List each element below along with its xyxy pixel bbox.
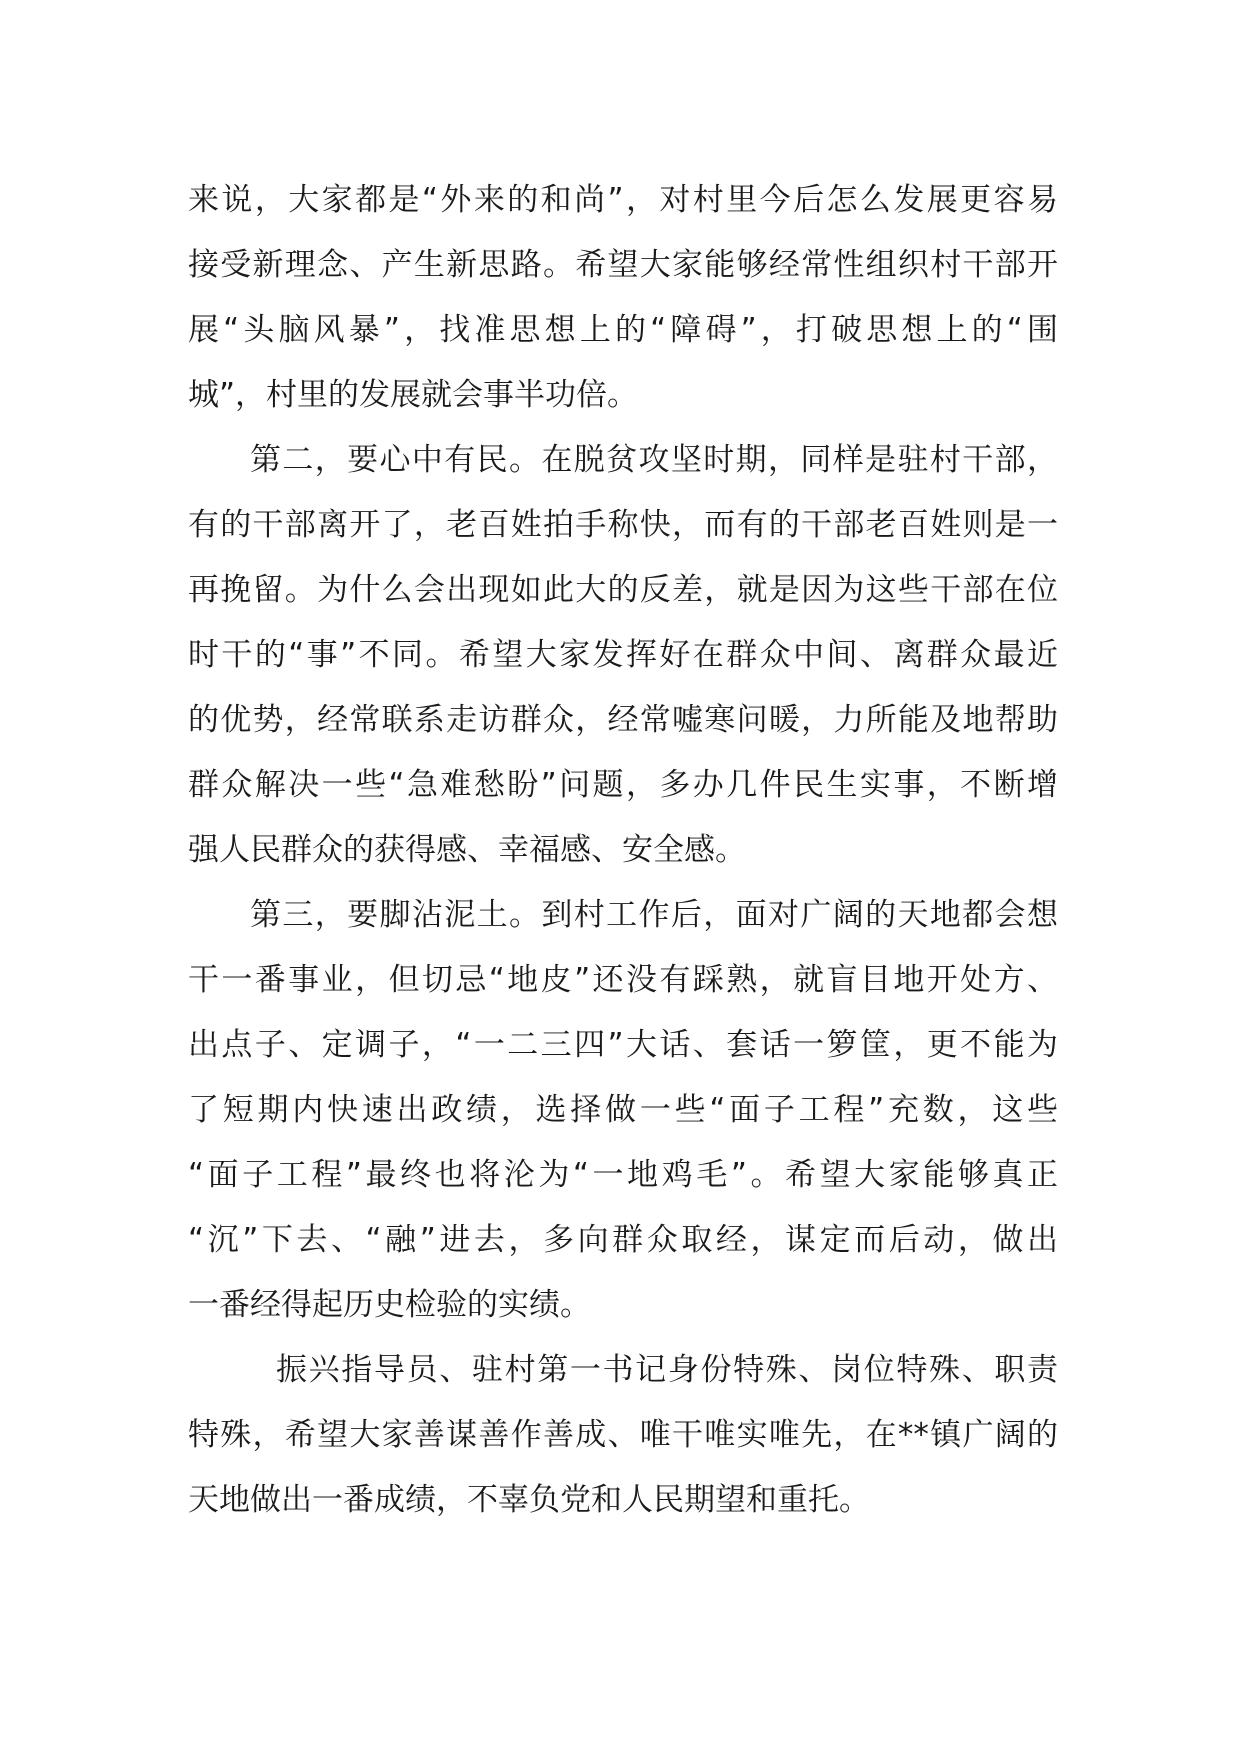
text-line: 的优势，经常联系走访群众，经常嘘寒问暖，力所能及地帮助 (188, 702, 1058, 738)
text-line: 强人民群众的获得感、幸福感、安全感。 (188, 832, 746, 868)
text-line: 特殊，希望大家善谋善作善成、唯干唯实唯先，在**镇广阔的 (188, 1417, 1058, 1453)
paragraph-3 (188, 883, 1058, 1338)
paragraph-4 (188, 1338, 1058, 1533)
text-line: 了短期内快速出政绩，选择做一些“面子工程”充数，这些 (188, 1092, 1058, 1128)
text-line: 振兴指导员、驻村第一书记身份特殊、岗位特殊、职责 (276, 1352, 1058, 1388)
text-line: 一番经得起历史检验的实绩。 (188, 1287, 591, 1323)
text-line: 时干的“事”不同。希望大家发挥好在群众中间、离群众最近 (188, 637, 1058, 673)
text-line: 来说，大家都是“外来的和尚”，对村里今后怎么发展更容易 (188, 182, 1058, 218)
text-line: 出点子、定调子，“一二三四”大话、套话一箩筐，更不能为 (188, 1027, 1058, 1063)
text-line: 再挽留。为什么会出现如此大的反差，就是因为这些干部在位 (188, 572, 1058, 608)
text-line: 群众解决一些“急难愁盼”问题，多办几件民生实事，不断增 (188, 767, 1058, 803)
text-line: “沉”下去、“融”进去，多向群众取经，谋定而后动，做出 (188, 1222, 1058, 1258)
text-line: 第二，要心中有民。在脱贫攻坚时期，同样是驻村干部， (250, 442, 1058, 478)
text-line: “面子工程”最终也将沦为“一地鸡毛”。希望大家能够真正 (188, 1157, 1058, 1193)
text-line: 接受新理念、产生新思路。希望大家能够经常性组织村干部开 (188, 247, 1058, 283)
text-line: 第三，要脚沾泥土。到村工作后，面对广阔的天地都会想 (250, 897, 1058, 933)
document-body (188, 168, 1058, 1533)
text-line: 有的干部离开了，老百姓拍手称快，而有的干部老百姓则是一 (188, 507, 1058, 543)
text-line: 展“头脑风暴”，找准思想上的“障碍”，打破思想上的“围 (188, 312, 1058, 348)
paragraph-2 (188, 428, 1058, 883)
paragraph-1 (188, 168, 1058, 428)
text-line: 天地做出一番成绩，不辜负党和人民期望和重托。 (188, 1482, 870, 1518)
text-line: 城”，村里的发展就会事半功倍。 (188, 377, 639, 413)
text-line: 干一番事业，但切忌“地皮”还没有踩熟，就盲目地开处方、 (188, 962, 1058, 998)
